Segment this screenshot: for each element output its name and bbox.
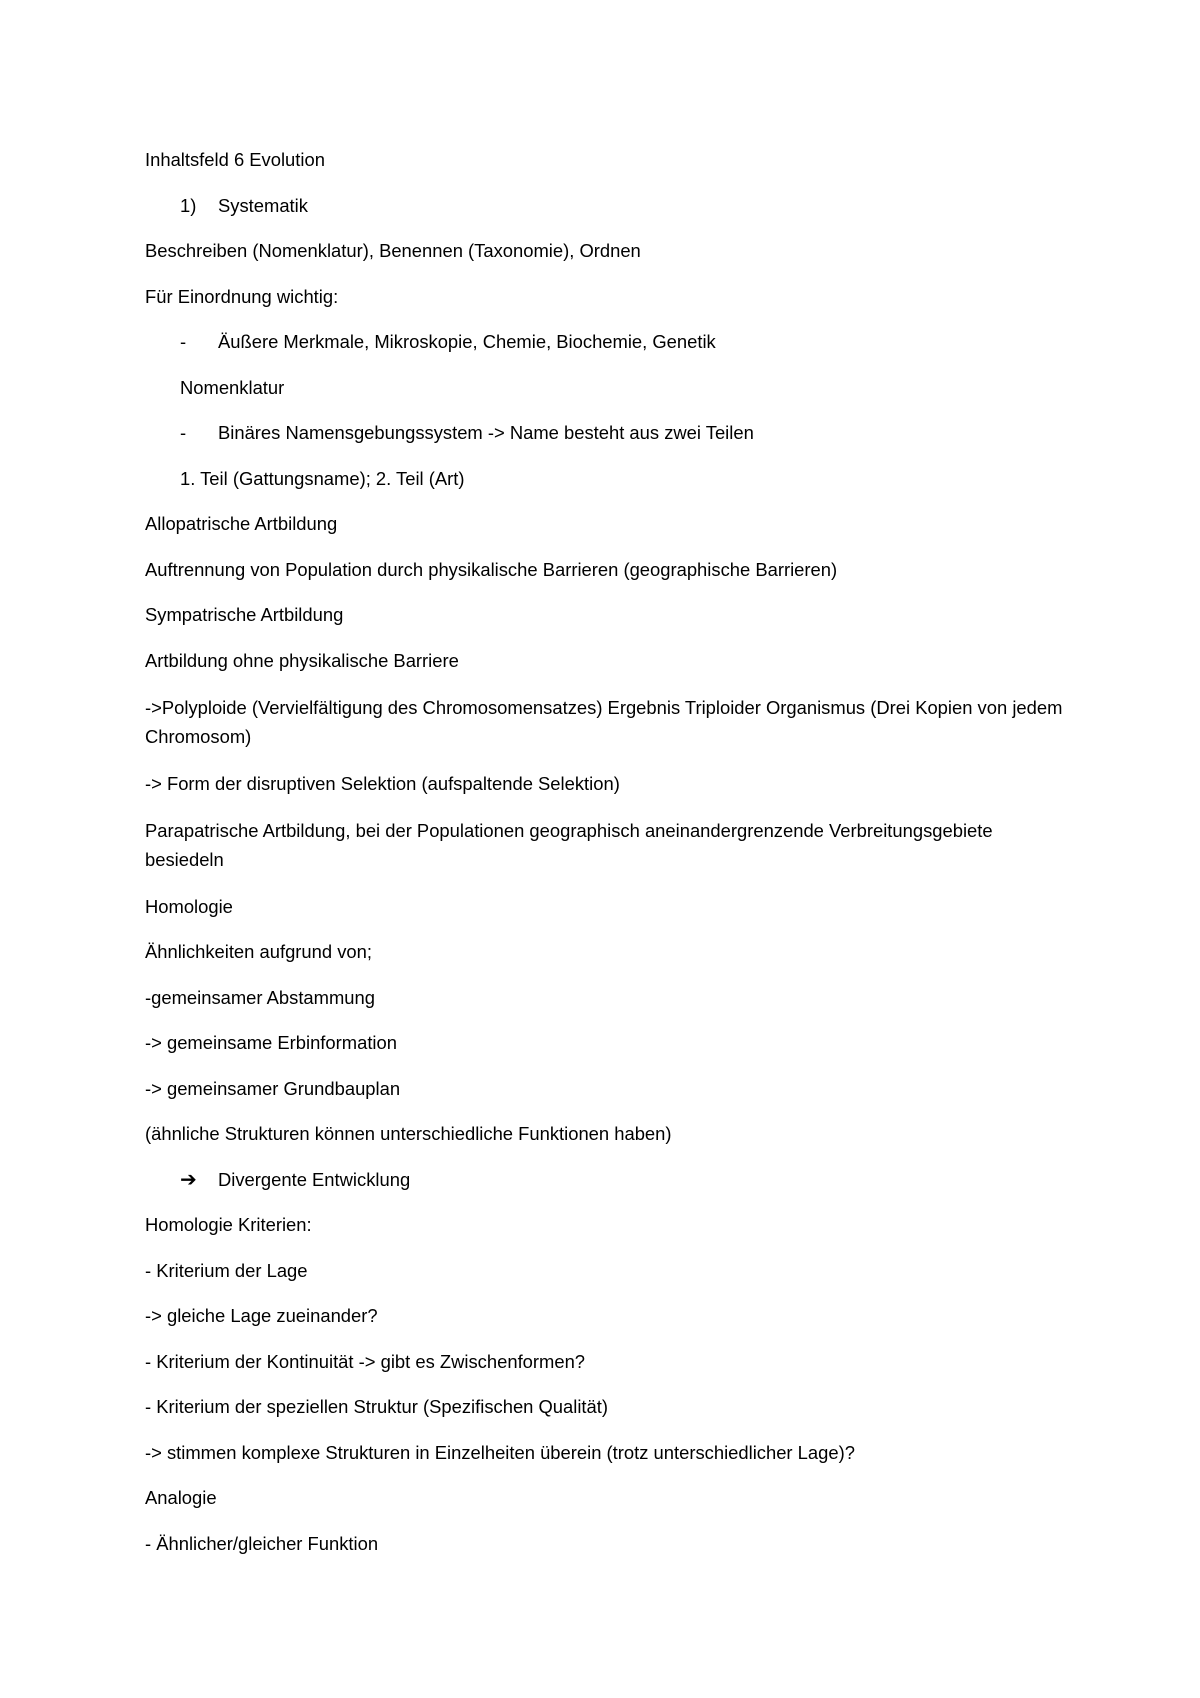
indented-line: 1. Teil (Gattungsname); 2. Teil (Art)	[180, 467, 465, 489]
numbered-list-item	[145, 193, 1075, 219]
dash-bullet: -	[180, 422, 187, 443]
text-line: -> gemeinsamer Grundbauplan	[145, 1077, 401, 1099]
indented-line: Nomenklatur	[180, 376, 285, 398]
text-line: Für Einordnung wichtig:	[145, 285, 339, 307]
text-line: Ähnlichkeiten aufgrund von;	[145, 941, 372, 962]
bullet-list-item	[145, 329, 1075, 355]
list-item-text: Systematik	[218, 194, 308, 216]
list-item-text: Divergente Entwicklung	[218, 1168, 411, 1190]
text-line: -> gleiche Lage zueinander?	[145, 1305, 378, 1326]
text-paragraph: Parapatrische Artbildung, bei der Populationen geographisch aneinandergrenzende Verbreitungsgebiete besiedeln	[145, 820, 993, 870]
arrow-list-item	[145, 1167, 1075, 1193]
document-body	[145, 147, 1075, 1576]
section-heading: Homologie Kriterien:	[145, 1214, 312, 1235]
text-line: - Ähnlicher/gleicher Funktion	[145, 1532, 379, 1554]
text-line: -> gemeinsame Erbinformation	[145, 1032, 397, 1053]
section-heading: Homologie	[145, 895, 233, 917]
text-line: -> stimmen komplexe Strukturen in Einzelheiten überein (trotz unterschiedlicher Lage)?	[145, 1441, 855, 1463]
list-item-text: Äußere Merkmale, Mikroskopie, Chemie, Biochemie, Genetik	[218, 331, 716, 352]
section-heading: Sympatrische Artbildung	[145, 604, 344, 625]
text-paragraph: ->Polyploide (Vervielfältigung des Chromosomensatzes) Ergebnis Triploider Organismus (Drei Kopien von jedem Chromosom)	[145, 697, 1063, 747]
text-line: - Kriterium der Lage	[145, 1259, 308, 1281]
list-item-text: Binäres Namensgebungssystem -> Name besteht aus zwei Teilen	[218, 422, 754, 443]
section-heading: Analogie	[145, 1487, 217, 1508]
document-title: Inhaltsfeld 6 Evolution	[145, 149, 325, 170]
section-heading: Allopatrische Artbildung	[145, 513, 338, 534]
list-number: 1)	[180, 194, 197, 216]
arrow-right-icon: ➔	[180, 1168, 197, 1191]
text-line: - Kriterium der Kontinuität -> gibt es Zwischenformen?	[145, 1350, 586, 1372]
text-line: Auftrennung von Population durch physikalische Barrieren (geographische Barrieren)	[145, 558, 838, 580]
text-line: (ähnliche Strukturen können unterschiedliche Funktionen haben)	[145, 1123, 672, 1144]
text-line: -> Form der disruptiven Selektion (aufspaltende Selektion)	[145, 772, 620, 794]
text-line: -gemeinsamer Abstammung	[145, 986, 375, 1008]
text-line: Beschreiben (Nomenklatur), Benennen (Taxonomie), Ordnen	[145, 240, 641, 261]
text-line: - Kriterium der speziellen Struktur (Spezifischen Qualität)	[145, 1396, 609, 1417]
dash-bullet: -	[180, 331, 187, 352]
bullet-list-item	[145, 420, 1075, 446]
text-line: Artbildung ohne physikalische Barriere	[145, 649, 459, 671]
